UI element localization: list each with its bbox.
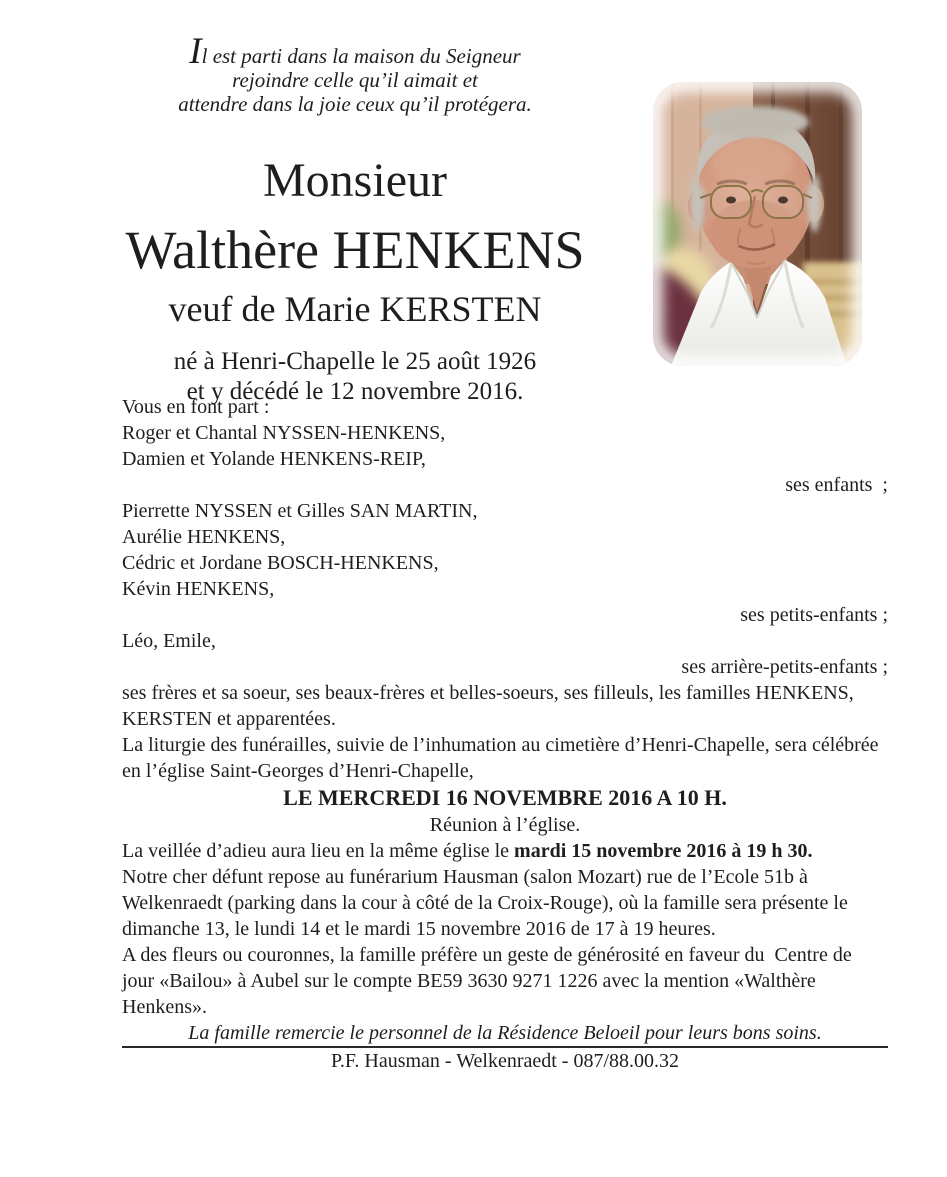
family-line: Damien et Yolande HENKENS-REIP, — [122, 448, 426, 470]
epigraph-line-1-text: l est parti dans la maison du Seigneur — [201, 44, 521, 68]
portrait-photo-illustration — [653, 82, 862, 366]
family-group-grandchildren — [122, 498, 888, 628]
right-eye — [778, 197, 788, 204]
funeral-date-line: LE MERCREDI 16 NOVEMBRE 2016 A 10 H. — [283, 785, 727, 810]
epigraph-dropcap: I — [189, 31, 202, 72]
family-line: Léo, Emile, — [122, 630, 216, 652]
repose-paragraph: Notre cher défunt repose au funérarium Hausman (salon Mozart) rue de l’Ecole 51b à Welkenraedt (parking dans la cour à côté de la Croix-Rouge), où la famille sera présente le dimanche 13, le lundi 14 et le mardi 15 novembre 2016 de 17 à 19 heures. — [122, 866, 848, 940]
family-line: Kévin HENKENS, — [122, 578, 275, 600]
vigil-date-bold: mardi 15 novembre 2016 à 19 h 30. — [514, 840, 813, 862]
funeral-home-line: P.F. Hausman - Welkenraedt - 087/88.00.32 — [330, 1050, 680, 1072]
epigraph-line-2: rejoindre celle qu’il aimait et — [232, 68, 478, 92]
family-line: Aurélie HENKENS, — [122, 526, 286, 548]
epigraph — [118, 31, 592, 116]
forehead — [713, 140, 793, 184]
liturgy-paragraph: La liturgie des funérailles, suivie de l’inhumation au cimetière d’Henri-Chapelle, sera célébrée en l’église Saint-Georges d’Henri-Chapelle, — [122, 734, 879, 782]
group-label-children: ses enfants ; — [785, 474, 888, 496]
birth-line: né à Henri-Chapelle le 25 août 1926 — [173, 347, 537, 375]
salutation: Monsieur — [263, 154, 447, 207]
family-group-great-grandchildren — [122, 628, 888, 680]
vigil-text: La veillée d’adieu aura lieu en la même église le — [122, 840, 515, 862]
relation-line: veuf de Marie KERSTEN — [168, 289, 542, 330]
thanks-line: La famille remercie le personnel de la Résidence Beloeil pour leurs bons soins. — [188, 1022, 822, 1044]
portrait-photo — [653, 82, 862, 366]
photo-content — [653, 82, 862, 366]
intro-line: Vous en font part : — [122, 396, 270, 418]
vigil-paragraph — [122, 838, 888, 864]
group-label-great-grandchildren: ses arrière-petits-enfants ; — [681, 656, 888, 678]
left-eye — [726, 197, 736, 204]
family-line: Roger et Chantal NYSSEN-HENKENS, — [122, 422, 446, 444]
relatives-paragraph: ses frères et sa soeur, ses beaux-frères et belles-soeurs, ses filleuls, les familles HENKENS, KERSTEN et apparentées. — [122, 682, 854, 730]
family-group-children — [122, 420, 888, 498]
deceased-name: Walthère HENKENS — [125, 220, 585, 281]
donations-paragraph: A des fleurs ou couronnes, la famille préfère un geste de générosité en faveur du Centre de jour «Bailou» à Aubel sur le compte BE59 3630 9271 1226 avec la mention «Walthère Henkens». — [122, 944, 852, 1018]
epigraph-line-3: attendre dans la joie ceux qu’il protégera. — [178, 92, 532, 116]
group-label-grandchildren: ses petits-enfants ; — [740, 604, 888, 626]
family-line: Cédric et Jordane BOSCH-HENKENS, — [122, 552, 439, 574]
header-column — [118, 31, 592, 407]
epigraph-line-1 — [118, 31, 592, 72]
death-line: et y décédé le 12 novembre 2016. — [186, 377, 524, 405]
family-line: Pierrette NYSSEN et Gilles SAN MARTIN, — [122, 500, 478, 522]
announcement-body — [122, 394, 888, 1074]
meeting-line: Réunion à l’église. — [429, 814, 581, 836]
